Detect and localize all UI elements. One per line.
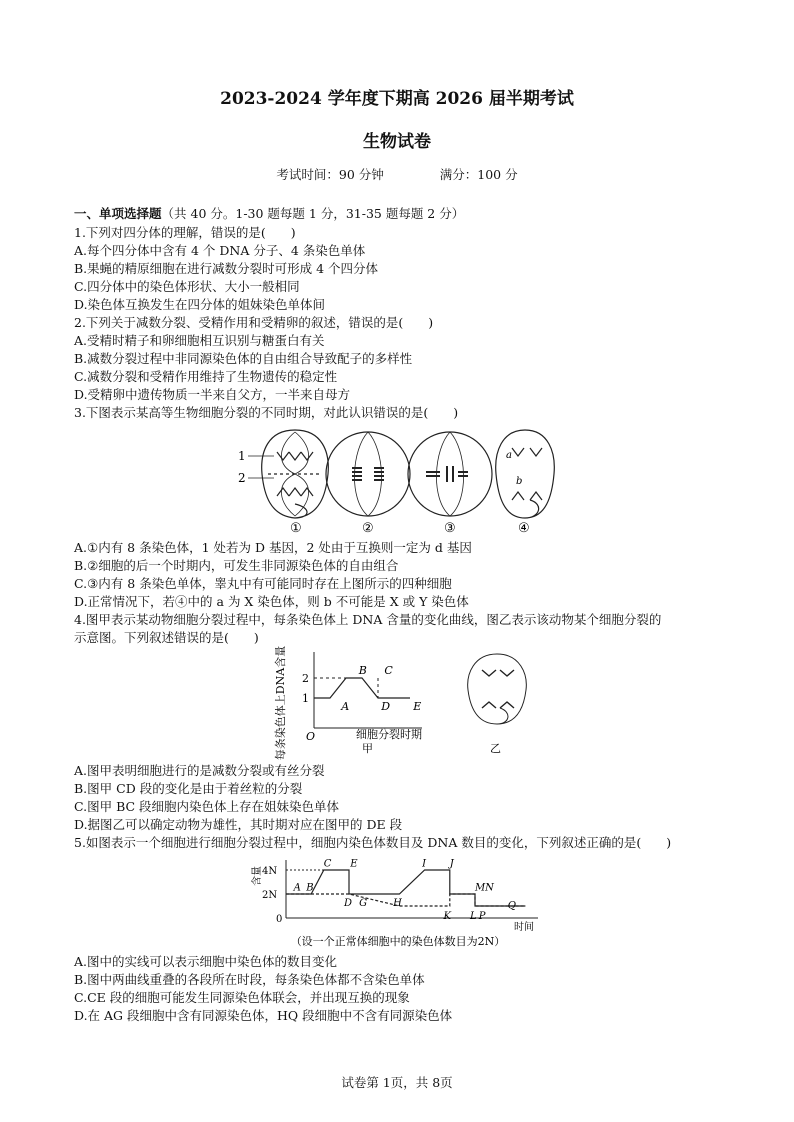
q3-option-d: D.正常情况下，若④中的 a 为 X 染色体，则 b 不可能是 X 或 Y 染色体 xyxy=(74,594,469,609)
cell4-mark-a: a xyxy=(506,450,512,461)
chart2-series-2 xyxy=(286,894,525,906)
chart2-point-E: E xyxy=(350,858,358,870)
chart1-ytick-2: 2 xyxy=(302,672,309,685)
chart1-ylabel: 每条染色体上DNA含量 xyxy=(274,645,287,761)
section-heading xyxy=(74,205,464,223)
q4-option-d: D.据图乙可以确定动物为雄性，其时期对应在图甲的 DE 段 xyxy=(74,817,403,832)
chart2-point-C: C xyxy=(323,858,332,870)
cell-1-drawing xyxy=(262,430,329,518)
fig-label-2: 2 xyxy=(238,471,246,485)
section-title: 一、单项选择题 xyxy=(74,206,162,221)
panel-b-label: 乙 xyxy=(490,742,501,755)
q2-option-d: D.受精卵中遗传物质一半来自父方，一半来自母方 xyxy=(74,387,351,402)
q5-figure xyxy=(248,852,548,950)
q4-stem-line1: 4.图甲表示某动物细胞分裂过程中，每条染色体上 DNA 含量的变化曲线，图乙表示该动物某个细胞分裂的 xyxy=(74,612,662,627)
chart2-point-H: H xyxy=(393,898,402,909)
chart2-point-A: A xyxy=(293,882,301,894)
chart2-xlabel: 时间 xyxy=(514,922,534,933)
q4-option-a: A.图甲表明细胞进行的是减数分裂或有丝分裂 xyxy=(74,763,325,778)
chart1-point-E: E xyxy=(413,700,422,713)
chart2-point-K: K xyxy=(443,911,451,923)
chart2-ytick-2n: 2N xyxy=(262,890,278,901)
q5-option-d: D.在 AG 段细胞中含有同源染色体，HQ 段细胞中不含有同源染色体 xyxy=(74,1008,453,1023)
chart1-ytick-1: 1 xyxy=(302,692,309,705)
q5-option-b: B.图中两曲线重叠的各段所在时段，每条染色体都不含染色单体 xyxy=(74,972,425,987)
q4-cell-yi-drawing xyxy=(468,654,527,724)
q2-option-a: A.受精时精子和卵细胞相互识别与糖蛋白有关 xyxy=(74,333,325,348)
cell-label-2: ② xyxy=(362,521,374,536)
chart1-point-D: D xyxy=(381,700,391,713)
chart2-point-M: M xyxy=(475,882,486,894)
chart1-point-B: B xyxy=(358,664,367,677)
chart2-point-L: L xyxy=(470,911,477,923)
q3-option-b: B.②细胞的后一个时期内，可发生非同源染色体的自由组合 xyxy=(74,558,399,573)
chart2-point-D: D xyxy=(344,898,353,909)
q2-option-c: C.减数分裂和受精作用维持了生物遗传的稳定性 xyxy=(74,369,338,384)
q3-cell-division-figure xyxy=(240,424,560,536)
section-desc: （共 40 分。1-30 题每题 1 分，31-35 题每题 2 分） xyxy=(161,206,465,221)
chart2-point-J: J xyxy=(449,858,454,870)
cell-label-4: ④ xyxy=(518,521,530,536)
cell-label-1: ① xyxy=(290,521,302,536)
chart2-ytick-4n: 4N xyxy=(262,866,278,877)
cell-2-drawing xyxy=(326,432,410,516)
exam-time: 考试时间：90 分钟 xyxy=(276,167,384,182)
exam-title: 2023-2024 学年度下期高 2026 届半期考试 xyxy=(220,89,574,109)
chart2-origin: 0 xyxy=(276,914,283,925)
q4-figure xyxy=(262,645,552,761)
chart2-point-N: N xyxy=(485,882,494,894)
chart2-point-P: P xyxy=(478,911,486,923)
chart2-point-B: B xyxy=(306,882,314,894)
q5-option-c: C.CE 段的细胞可能发生同源染色体联会，并出现互换的现象 xyxy=(74,990,410,1005)
chart2-ylabel: 含量 xyxy=(252,866,263,886)
q5-option-a: A.图中的实线可以表示细胞中染色体的数目变化 xyxy=(74,954,338,969)
page-footer: 试卷第 1页，共 8页 xyxy=(341,1075,453,1090)
q1-stem: 1.下列对四分体的理解，错误的是( ) xyxy=(74,225,296,240)
cell-4-drawing xyxy=(496,430,555,518)
chart1-point-A: A xyxy=(341,700,350,713)
chart1-line xyxy=(314,678,410,698)
exam-subtitle: 生物试卷 xyxy=(363,132,431,152)
q1-option-d: D.染色体互换发生在四分体的姐妹染色单体间 xyxy=(74,297,326,312)
chart2-point-Q: Q xyxy=(507,900,517,912)
full-score: 满分：100 分 xyxy=(439,167,518,182)
q5-caption: （设一个正常体细胞中的染色体数目为2N） xyxy=(290,935,506,948)
chart1-origin: O xyxy=(306,730,316,743)
q1-option-b: B.果蝇的精原细胞在进行减数分裂时可形成 4 个四分体 xyxy=(74,261,379,276)
fig-label-1: 1 xyxy=(238,449,246,463)
cell-3-drawing xyxy=(408,432,492,516)
cell-label-3: ③ xyxy=(444,521,456,536)
q4-stem-line2: 示意图。下列叙述错误的是( ) xyxy=(74,630,259,645)
q3-option-a: A.①内有 8 条染色体，1 处若为 D 基因，2 处由于互换则一定为 d 基因 xyxy=(74,540,472,555)
chart1-title: 甲 xyxy=(362,742,373,755)
q2-stem: 2.下列关于减数分裂、受精作用和受精卵的叙述，错误的是( ) xyxy=(74,315,434,330)
chart1-point-C: C xyxy=(384,664,393,677)
q5-stem: 5.如图表示一个细胞进行细胞分裂过程中，细胞内染色体数目及 DNA 数目的变化，下列叙述正确的是( ) xyxy=(74,835,672,850)
exam-meta xyxy=(0,165,794,183)
chart1-xlabel: 细胞分裂时期 xyxy=(356,728,422,741)
q2-option-b: B.减数分裂过程中非同源染色体的自由组合导致配子的多样性 xyxy=(74,351,413,366)
q1-option-a: A.每个四分体中含有 4 个 DNA 分子、4 条染色单体 xyxy=(74,243,366,258)
q3-stem: 3.下图表示某高等生物细胞分裂的不同时期，对此认识错误的是( ) xyxy=(74,405,459,420)
q1-option-c: C.四分体中的染色体形状、大小一般相同 xyxy=(74,279,300,294)
q4-option-c: C.图甲 BC 段细胞内染色体上存在姐妹染色单体 xyxy=(74,799,340,814)
q4-option-b: B.图甲 CD 段的变化是由于着丝粒的分裂 xyxy=(74,781,303,796)
q3-option-c: C.③内有 8 条染色单体，睾丸中有可能同时存在上图所示的四种细胞 xyxy=(74,576,452,591)
cell4-mark-b: b xyxy=(516,476,523,487)
chart2-point-I: I xyxy=(422,858,427,870)
chart2-point-G: G xyxy=(359,898,368,909)
